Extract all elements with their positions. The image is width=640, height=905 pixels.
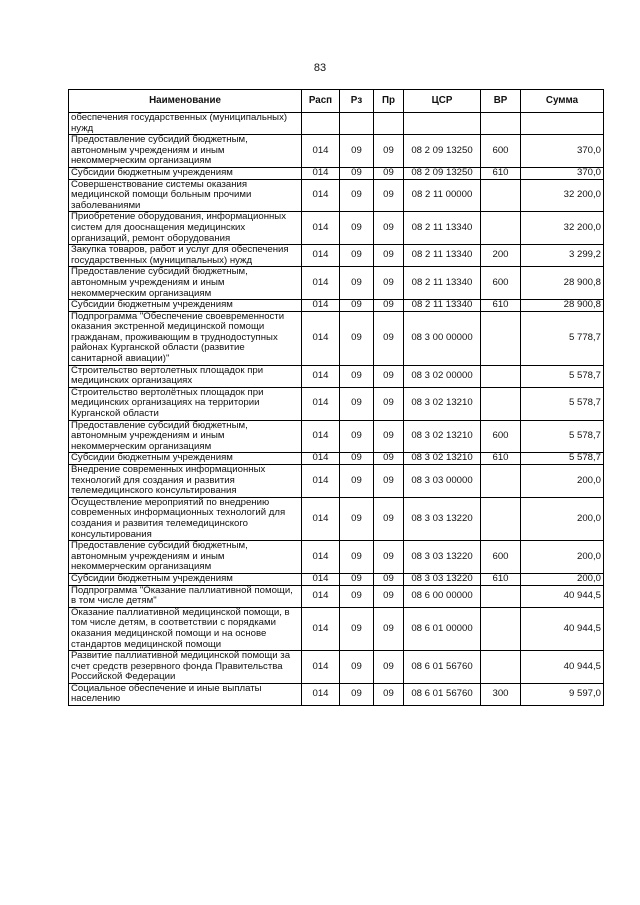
row-sum: 370,0: [521, 167, 604, 179]
row-sum: 370,0: [521, 135, 604, 168]
row-rasp: 014: [302, 245, 340, 267]
row-rz: 09: [340, 135, 374, 168]
row-sum: 32 200,0: [521, 179, 604, 212]
header-rasp: Расп: [302, 90, 340, 113]
row-csr: [404, 113, 481, 135]
row-sum: 28 900,8: [521, 300, 604, 312]
row-vr: 610: [481, 300, 521, 312]
header-sum: Сумма: [521, 90, 604, 113]
row-name: Предоставление субсидий бюджетным, автономным учреждениям и иным некоммерческим организациям: [69, 267, 302, 300]
row-csr: 08 2 11 13340: [404, 245, 481, 267]
row-rasp: 014: [302, 300, 340, 312]
row-name: Субсидии бюджетным учреждениям: [69, 300, 302, 312]
table-header-row: [69, 90, 604, 113]
row-rasp: 014: [302, 585, 340, 607]
row-vr: 300: [481, 683, 521, 705]
row-name: Развитие паллиативной медицинской помощи за счет средств резервного фонда Правительства Российской Федерации: [69, 651, 302, 684]
row-rasp: 014: [302, 453, 340, 465]
row-rz: 09: [340, 651, 374, 684]
row-rz: 09: [340, 683, 374, 705]
row-sum: 40 944,5: [521, 651, 604, 684]
row-sum: 5 578,7: [521, 365, 604, 387]
row-rasp: 014: [302, 311, 340, 365]
row-vr: [481, 212, 521, 245]
table-row: [69, 179, 604, 212]
row-rasp: 014: [302, 387, 340, 420]
row-name: Строительство вертолётных площадок при медицинских организациях на территории Курганской области: [69, 387, 302, 420]
row-pr: 09: [374, 585, 404, 607]
row-rz: 09: [340, 300, 374, 312]
row-csr: 08 3 03 13220: [404, 541, 481, 574]
row-pr: 09: [374, 387, 404, 420]
table-row: [69, 683, 604, 705]
row-sum: 9 597,0: [521, 683, 604, 705]
row-pr: 09: [374, 453, 404, 465]
row-csr: 08 3 02 00000: [404, 365, 481, 387]
row-sum: 5 778,7: [521, 311, 604, 365]
row-name: Предоставление субсидий бюджетным, автономным учреждениям и иным некоммерческим организациям: [69, 135, 302, 168]
row-csr: 08 3 03 13220: [404, 573, 481, 585]
row-name: Предоставление субсидий бюджетным, автономным учреждениям и иным некоммерческим организациям: [69, 420, 302, 453]
header-rz: Рз: [340, 90, 374, 113]
row-vr: [481, 387, 521, 420]
row-pr: 09: [374, 300, 404, 312]
row-rz: 09: [340, 573, 374, 585]
table-row: [69, 113, 604, 135]
row-sum: 5 578,7: [521, 453, 604, 465]
row-sum: 3 299,2: [521, 245, 604, 267]
row-name: Социальное обеспечение и иные выплаты населению: [69, 683, 302, 705]
table-row: [69, 573, 604, 585]
row-rz: 09: [340, 167, 374, 179]
row-pr: 09: [374, 420, 404, 453]
row-name: Внедрение современных информационных технологий для создания и развития телемедицинского консультирования: [69, 465, 302, 498]
row-rasp: 014: [302, 267, 340, 300]
row-vr: 600: [481, 267, 521, 300]
row-name: Подпрограмма "Обеспечение своевременности оказания экстренной медицинской помощи гражданам, проживающим в труднодоступных районах Курганской области (развитие санитарной авиации)": [69, 311, 302, 365]
row-rz: 09: [340, 387, 374, 420]
row-csr: 08 3 02 13210: [404, 453, 481, 465]
row-rasp: 014: [302, 179, 340, 212]
row-rz: 09: [340, 607, 374, 650]
row-sum: 200,0: [521, 465, 604, 498]
row-rasp: 014: [302, 365, 340, 387]
row-rasp: 014: [302, 135, 340, 168]
row-rasp: 014: [302, 497, 340, 540]
row-csr: 08 2 09 13250: [404, 167, 481, 179]
row-csr: 08 3 00 00000: [404, 311, 481, 365]
row-sum: 200,0: [521, 497, 604, 540]
row-pr: 09: [374, 167, 404, 179]
row-csr: 08 2 11 13340: [404, 212, 481, 245]
row-vr: [481, 465, 521, 498]
row-name: Строительство вертолетных площадок при медицинских организациях: [69, 365, 302, 387]
row-vr: [481, 607, 521, 650]
row-vr: [481, 311, 521, 365]
row-pr: 09: [374, 267, 404, 300]
row-rz: 09: [340, 420, 374, 453]
row-sum: 200,0: [521, 573, 604, 585]
row-vr: 600: [481, 420, 521, 453]
row-sum: 5 578,7: [521, 387, 604, 420]
row-name: Закупка товаров, работ и услуг для обеспечения государственных (муниципальных) нужд: [69, 245, 302, 267]
row-vr: [481, 179, 521, 212]
row-rasp: 014: [302, 212, 340, 245]
row-rz: 09: [340, 245, 374, 267]
row-rasp: 014: [302, 167, 340, 179]
row-name: Субсидии бюджетным учреждениям: [69, 453, 302, 465]
row-rz: 09: [340, 212, 374, 245]
row-rz: 09: [340, 497, 374, 540]
row-rasp: 014: [302, 651, 340, 684]
row-csr: 08 6 00 00000: [404, 585, 481, 607]
row-vr: 610: [481, 167, 521, 179]
table-body: [69, 113, 604, 706]
row-name: Совершенствование системы оказания медицинской помощи больным прочими заболеваниями: [69, 179, 302, 212]
row-name: Предоставление субсидий бюджетным, автономным учреждениям и иным некоммерческим организациям: [69, 541, 302, 574]
row-rz: 09: [340, 541, 374, 574]
row-vr: [481, 113, 521, 135]
row-name: Субсидии бюджетным учреждениям: [69, 167, 302, 179]
row-csr: 08 3 02 13210: [404, 420, 481, 453]
row-csr: 08 6 01 56760: [404, 651, 481, 684]
row-name: Субсидии бюджетным учреждениям: [69, 573, 302, 585]
row-csr: 08 6 01 00000: [404, 607, 481, 650]
row-rasp: 014: [302, 573, 340, 585]
row-pr: 09: [374, 607, 404, 650]
row-pr: 09: [374, 179, 404, 212]
row-pr: 09: [374, 497, 404, 540]
row-name: Осуществление мероприятий по внедрению современных информационных технологий для создания и развития телемедицинского консультирования: [69, 497, 302, 540]
header-csr: ЦСР: [404, 90, 481, 113]
row-csr: 08 3 03 00000: [404, 465, 481, 498]
table-row: [69, 245, 604, 267]
row-pr: 09: [374, 573, 404, 585]
row-vr: 610: [481, 453, 521, 465]
row-pr: 09: [374, 135, 404, 168]
row-vr: 610: [481, 573, 521, 585]
row-rasp: 014: [302, 465, 340, 498]
row-rasp: 014: [302, 420, 340, 453]
row-sum: 32 200,0: [521, 212, 604, 245]
row-csr: 08 2 11 13340: [404, 300, 481, 312]
row-rz: 09: [340, 179, 374, 212]
row-vr: [481, 651, 521, 684]
table-row: [69, 365, 604, 387]
table-row: [69, 465, 604, 498]
table-row: [69, 311, 604, 365]
row-vr: 600: [481, 541, 521, 574]
row-vr: [481, 585, 521, 607]
row-rz: 09: [340, 365, 374, 387]
table-row: [69, 167, 604, 179]
row-csr: 08 3 02 13210: [404, 387, 481, 420]
row-rasp: 014: [302, 683, 340, 705]
row-rasp: 014: [302, 541, 340, 574]
row-pr: 09: [374, 311, 404, 365]
row-sum: 40 944,5: [521, 607, 604, 650]
row-vr: [481, 497, 521, 540]
table-row: [69, 541, 604, 574]
table-row: [69, 585, 604, 607]
table-row: [69, 267, 604, 300]
table-row: [69, 497, 604, 540]
row-pr: 09: [374, 212, 404, 245]
row-pr: 09: [374, 651, 404, 684]
table-row: [69, 453, 604, 465]
table-row: [69, 135, 604, 168]
table-row: [69, 607, 604, 650]
row-rz: 09: [340, 465, 374, 498]
header-name: Наименование: [69, 90, 302, 113]
row-pr: 09: [374, 365, 404, 387]
row-sum: 200,0: [521, 541, 604, 574]
row-rz: 09: [340, 267, 374, 300]
row-vr: 200: [481, 245, 521, 267]
row-pr: 09: [374, 245, 404, 267]
row-rz: 09: [340, 453, 374, 465]
table-row: [69, 212, 604, 245]
page-number: 83: [313, 62, 327, 74]
budget-table: [68, 89, 604, 706]
table-row: [69, 651, 604, 684]
row-name: Приобретение оборудования, информационных систем для дооснащения медицинских организаций, ремонт оборудования: [69, 212, 302, 245]
row-pr: 09: [374, 541, 404, 574]
row-pr: 09: [374, 465, 404, 498]
row-csr: 08 2 11 00000: [404, 179, 481, 212]
row-rasp: 014: [302, 607, 340, 650]
row-name: обеспечения государственных (муниципальных) нужд: [69, 113, 302, 135]
row-sum: 5 578,7: [521, 420, 604, 453]
row-csr: 08 3 03 13220: [404, 497, 481, 540]
row-name: Оказание паллиативной медицинской помощи, в том числе детям, в соответствии с порядками оказания медицинской помощи и на основе стандартов медицинской помощи: [69, 607, 302, 650]
row-name: Подпрограмма "Оказание паллиативной помощи, в том числе детям": [69, 585, 302, 607]
row-vr: 600: [481, 135, 521, 168]
row-rz: [340, 113, 374, 135]
row-rz: 09: [340, 585, 374, 607]
row-csr: 08 2 09 13250: [404, 135, 481, 168]
row-sum: 28 900,8: [521, 267, 604, 300]
row-rasp: [302, 113, 340, 135]
row-sum: [521, 113, 604, 135]
row-sum: 40 944,5: [521, 585, 604, 607]
row-vr: [481, 365, 521, 387]
header-pr: Пр: [374, 90, 404, 113]
header-vr: ВР: [481, 90, 521, 113]
table-row: [69, 420, 604, 453]
row-pr: 09: [374, 683, 404, 705]
table-row: [69, 387, 604, 420]
row-rz: 09: [340, 311, 374, 365]
row-csr: 08 2 11 13340: [404, 267, 481, 300]
table-row: [69, 300, 604, 312]
row-csr: 08 6 01 56760: [404, 683, 481, 705]
row-pr: [374, 113, 404, 135]
